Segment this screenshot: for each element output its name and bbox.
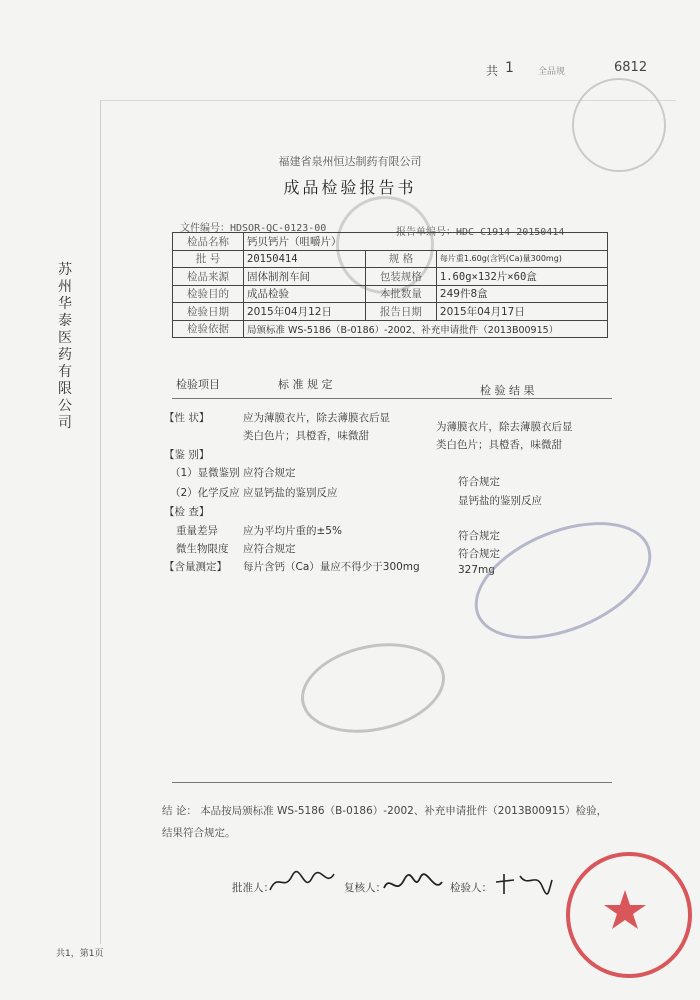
- micro-standard: 应符合规定: [243, 543, 296, 555]
- page-footer: 共1，第1页: [56, 949, 104, 959]
- pack-label: 包装规格: [365, 268, 436, 286]
- date-label: 检验日期: [173, 303, 244, 321]
- divider: [172, 398, 612, 399]
- total-value: 1: [505, 60, 514, 76]
- ident2-standard: 应显钙盐的鉴别反应: [243, 487, 338, 499]
- product-value: 钙贝钙片（咀嚼片）: [244, 233, 608, 251]
- micro-result: 符合规定: [458, 548, 500, 560]
- column-standard: 标 准 规 定: [278, 378, 333, 391]
- qty-label: 本批数量: [365, 285, 436, 303]
- weight-item: 重量差异: [176, 525, 218, 537]
- purpose-label: 检验目的: [173, 285, 244, 303]
- conclusion-text: 本品按局颁标准 WS-5186（B-0186）-2002、补充申请批件（2013B00915）检验，: [200, 805, 608, 817]
- ident2-result: 显钙盐的鉴别反应: [458, 495, 542, 507]
- table-row: [173, 233, 608, 251]
- traits-result-1: 为薄膜衣片，除去薄膜衣后显: [436, 421, 573, 433]
- pack-value: 1.60g×132片×60盒: [436, 268, 607, 286]
- reviewer-signature: [380, 868, 446, 904]
- reviewer-label: 复核人：: [344, 882, 386, 894]
- approver-label: 批准人：: [232, 882, 274, 894]
- approver-signature: [266, 866, 338, 902]
- mid-label: 全品规: [538, 67, 566, 77]
- report-title: 成品检验报告书: [283, 178, 417, 197]
- batch-label: 批 号: [173, 250, 244, 268]
- company-name: 福建省泉州恒达制药有限公司: [278, 155, 422, 168]
- ident2-item: （2）化学反应: [170, 487, 240, 499]
- report-number: 报告单编号：HDC C1914 20150414: [396, 227, 565, 238]
- side-company-text: 苏州华泰医药有限公司: [58, 262, 72, 431]
- purpose-value: 成品检验: [244, 285, 366, 303]
- assay-standard: 每片含钙（Ca）量应不得少于300mg: [243, 561, 420, 573]
- date-value: 2015年04月12日: [244, 303, 366, 321]
- table-row: [173, 250, 608, 268]
- column-result: 检 验 结 果: [480, 384, 535, 397]
- traits-heading: 【性 状】: [164, 412, 210, 424]
- batch-value: 20150414: [244, 250, 366, 268]
- source-label: 检品来源: [173, 268, 244, 286]
- traits-standard-1: 应为薄膜衣片，除去薄膜衣后显: [243, 412, 390, 424]
- qty-value: 249件8盒: [436, 285, 607, 303]
- report-date-label: 报告日期: [365, 303, 436, 321]
- divider-bottom: [172, 782, 612, 783]
- source-value: 固体制剂车间: [244, 268, 366, 286]
- red-company-seal: [566, 852, 692, 978]
- conclusion-text-2: 结果符合规定。: [162, 827, 236, 839]
- table-row: [173, 285, 608, 303]
- product-label: 检品名称: [173, 233, 244, 251]
- code-number: 6812: [614, 60, 648, 75]
- document-number: 文件编号：HDSOR-QC-0123-00: [180, 223, 327, 234]
- micro-item: 微生物限度: [176, 543, 229, 555]
- weight-result: 符合规定: [458, 530, 500, 542]
- inspector-label: 检验人：: [450, 882, 492, 894]
- conclusion-block: [162, 800, 632, 844]
- traits-result-2: 类白色片；具橙香，味微甜: [436, 439, 562, 451]
- info-table: [172, 232, 608, 338]
- ident1-item: （1）显微鉴别: [170, 467, 240, 479]
- report-date-value: 2015年04月17日: [436, 303, 607, 321]
- column-item: 检验项目: [176, 378, 220, 391]
- spec-value: 每片重1.60g(含钙(Ca)量300mg): [436, 250, 607, 268]
- traits-standard-2: 类白色片；具橙香，味微甜: [243, 430, 369, 442]
- inspector-signature: [492, 868, 554, 904]
- assay-result: 327mg: [458, 564, 495, 576]
- table-row: [173, 268, 608, 286]
- weight-standard: 应为平均片重的±5%: [243, 525, 342, 537]
- ident1-result: 符合规定: [458, 476, 500, 488]
- check-heading: 【检 查】: [164, 506, 210, 518]
- ident-heading: 【鉴 别】: [164, 449, 210, 461]
- assay-item: 【含量测定】: [164, 561, 227, 573]
- basis-label: 检验依据: [173, 320, 244, 338]
- basis-value: 局颁标准 WS-5186（B-0186）-2002、补充申请批件（2013B00915）: [244, 320, 608, 338]
- total-label: 共: [486, 64, 499, 78]
- ident1-standard: 应符合规定: [243, 467, 296, 479]
- table-row: [173, 303, 608, 321]
- spec-label: 规 格: [365, 250, 436, 268]
- table-row: [173, 320, 608, 338]
- conclusion-label: 结 论：: [162, 805, 197, 817]
